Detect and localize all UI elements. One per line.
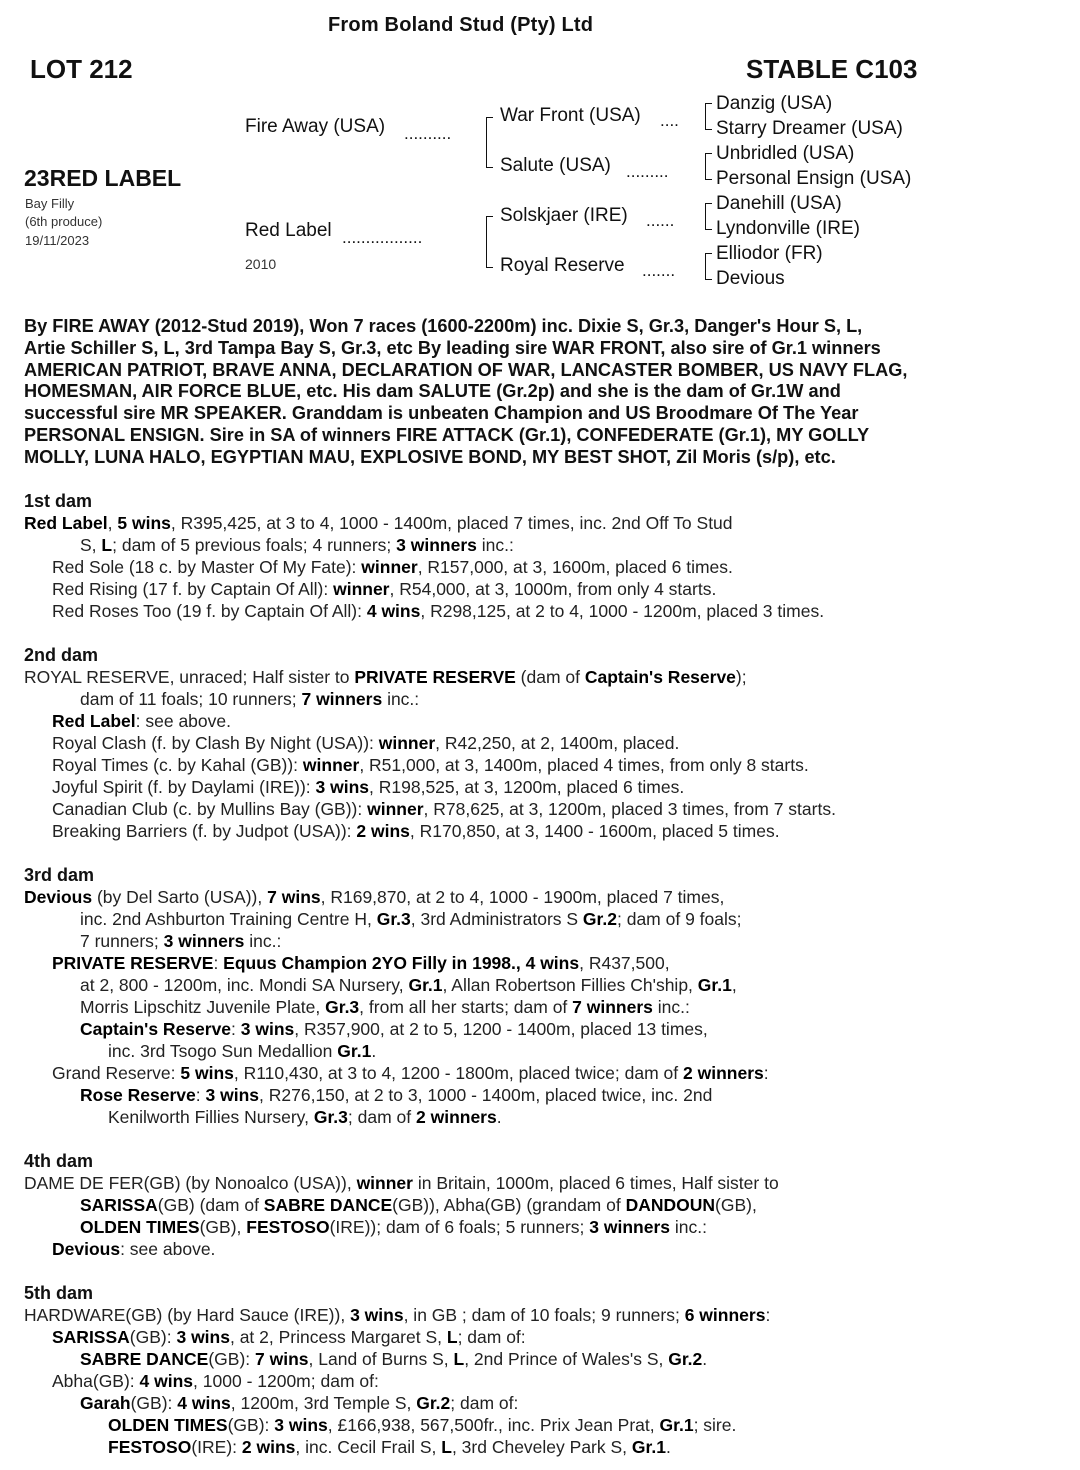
bold-run: 3 wins [350, 1305, 404, 1325]
dotted-leader: ................. [342, 228, 423, 247]
text-run: (GB): [208, 1349, 256, 1369]
text-run: in Britain, 1000m, placed 6 times, Half sister to [412, 1173, 779, 1193]
pedigree-line [24, 512, 733, 534]
bold-run: Gr.1 [408, 975, 443, 995]
bracket [705, 153, 712, 180]
horse-name: 23RED LABEL [24, 165, 182, 191]
text-run: (GB)), Abha(GB) (grandam of [392, 1195, 626, 1215]
bold-run: L [453, 1349, 465, 1369]
text-run: , [731, 975, 737, 995]
pedigree-line [80, 534, 514, 556]
bold-run: 7 winners [301, 689, 383, 709]
text-run: (by Del Sarto (USA)), [92, 887, 268, 907]
text-run: inc. 3rd Tsogo Sun Medallion [108, 1041, 338, 1061]
text-run: ; dam of: [457, 1327, 526, 1347]
bold-run: 7 wins [267, 887, 321, 907]
text-run: (GB): [130, 1393, 178, 1413]
bold-run: Gr.3 [376, 909, 411, 929]
text-run: . [371, 1041, 377, 1061]
bold-run: 3 wins [205, 1085, 260, 1105]
pedigree-line [52, 732, 679, 754]
sire-description-line: AMERICAN PATRIOT, BRAVE ANNA, DECLARATION OF WAR, LANCASTER BOMBER, US NAVY FLAG, [24, 359, 908, 380]
text-run: at 2, 800 - 1200m, inc. Mondi SA Nursery, [80, 975, 409, 995]
text-run: , Allan Robertson Fillies Ch'ship, [442, 975, 698, 995]
bold-run: 6 winners [684, 1305, 766, 1325]
pedigree-line [24, 886, 724, 908]
pedigree-line [80, 1216, 707, 1238]
sire-description-line: successful sire MR SPEAKER. Granddam is unbeaten Champion and US Broodmare Of The Year [24, 403, 859, 424]
bold-run: 3 winners [396, 535, 477, 555]
pedigree-line [80, 1392, 518, 1414]
section-title: 5th dam [24, 1283, 94, 1303]
bold-run: FESTOSO [246, 1217, 330, 1237]
bold-run: Gr.1 [659, 1415, 694, 1435]
text-run: : [213, 953, 224, 973]
bracket [705, 103, 712, 130]
bold-run: 3 wins [315, 777, 370, 797]
text-run: (GB), [199, 1217, 247, 1237]
pedigree-sire: Fire Away (USA) [245, 116, 386, 137]
pedigree-line [80, 688, 419, 710]
pedigree-line [80, 1194, 757, 1216]
horse-foaled-date: 19/11/2023 [25, 233, 90, 248]
bold-run: Gr.1 [697, 975, 732, 995]
pedigree-line [108, 1414, 736, 1436]
text-run: , Land of Burns S, [308, 1349, 454, 1369]
bold-run: 3 winners [589, 1217, 670, 1237]
text-run: Royal Times (c. by Kahal (GB)): [52, 755, 303, 775]
text-run: inc.: [382, 689, 420, 709]
bold-run: winner [367, 799, 424, 819]
text-run: , at 2, Princess Margaret S, [229, 1327, 447, 1347]
dotted-leader: .... [660, 111, 679, 130]
text-run: , R276,150, at 2 to 3, 1000 - 1400m, placed twice, inc. 2nd [259, 1085, 713, 1105]
horse-sex: Bay Filly [25, 196, 75, 211]
pedigree-dam-sire: Solskjaer (IRE) [500, 205, 628, 226]
pedigree-sire-dam: Salute (USA) [500, 155, 611, 176]
text-run: Joyful Spirit (f. by Daylami (IRE)): [52, 777, 316, 797]
text-run: (GB): [129, 1327, 177, 1347]
bold-run: 5 wins [117, 513, 171, 533]
bold-run: winner [378, 733, 436, 753]
text-run: Red Roses Too (19 f. by Captain Of All): [52, 601, 367, 621]
pedigree-dam: Red Label [245, 220, 332, 241]
bold-run: Rose Reserve [80, 1085, 196, 1105]
text-run: Red Sole (18 c. by Master Of My Fate): [52, 557, 362, 577]
text-run: , [107, 513, 118, 533]
text-run: , inc. Cecil Frail S, [295, 1437, 442, 1457]
text-run: ; dam of [347, 1107, 416, 1127]
dotted-leader: .......... [404, 124, 452, 143]
text-run: : [765, 1305, 771, 1325]
text-run: inc.: [652, 997, 690, 1017]
text-run: S, [80, 535, 102, 555]
consignor-heading: From Boland Stud (Pty) Ltd [328, 14, 594, 36]
bold-run: Gr.1 [631, 1437, 666, 1457]
text-run: ; dam of: [450, 1393, 519, 1413]
pedigree-line [24, 1304, 770, 1326]
pedigree-line [52, 776, 684, 798]
pedigree-line [52, 556, 733, 578]
text-run: ; sire. [693, 1415, 737, 1435]
pedigree-g3-8: Devious [716, 268, 785, 289]
bold-run: winner [361, 557, 418, 577]
text-run: , R357,900, at 2 to 5, 1200 - 1400m, placed 13 times, [294, 1019, 708, 1039]
bracket [486, 216, 493, 268]
text-run: : [763, 1063, 769, 1083]
pedigree-line [80, 1018, 708, 1040]
text-run: , R170,850, at 3, 1400 - 1600m, placed 5 times. [409, 821, 780, 841]
bold-run: L [441, 1437, 452, 1457]
text-run: : see above. [135, 711, 231, 731]
section-title: 1st dam [24, 491, 93, 511]
pedigree-dam-dam: Royal Reserve [500, 255, 625, 276]
bold-run: winner [356, 1173, 413, 1193]
pedigree-line [108, 1106, 502, 1128]
pedigree-line [24, 1172, 779, 1194]
dotted-leader: ....... [642, 261, 676, 280]
pedigree-g3-1: Danzig (USA) [716, 93, 833, 114]
pedigree-g3-7: Elliodor (FR) [716, 243, 823, 264]
text-run: ROYAL RESERVE, unraced; Half sister to [24, 667, 355, 687]
text-run: , 3rd Cheveley Park S, [451, 1437, 632, 1457]
pedigree-line [80, 974, 737, 996]
text-run: , R298,125, at 2 to 4, 1000 - 1200m, placed 3 times. [420, 601, 825, 621]
pedigree-line [52, 1326, 526, 1348]
bold-run: 5 wins [180, 1063, 234, 1083]
pedigree-line [80, 908, 742, 930]
bold-run: FESTOSO [108, 1437, 192, 1457]
sire-description-line: MOLLY, LUNA HALO, EGYPTIAN MAU, EXPLOSIVE BOND, MY BEST SHOT, Zil Moris (s/p), etc. [24, 446, 836, 467]
text-run: , R110,430, at 3 to 4, 1200 - 1800m, placed twice; dam of [233, 1063, 684, 1083]
text-run: Morris Lipschitz Juvenile Plate, [80, 997, 326, 1017]
pedigree-line [52, 600, 824, 622]
sire-description-line: HOMESMAN, AIR FORCE BLUE, etc. His dam SALUTE (Gr.2p) and she is the dam of Gr.1W and [24, 381, 841, 402]
bold-run: Red Label [52, 711, 136, 731]
text-run: . [496, 1107, 502, 1127]
pedigree-line [108, 1040, 376, 1062]
text-run: (dam of [515, 667, 585, 687]
pedigree-line [80, 930, 281, 952]
text-run: ); [735, 667, 747, 687]
bold-run: Equus Champion 2YO Filly in 1998., 4 wins [223, 953, 580, 973]
bold-run: Captain's Reserve [584, 667, 736, 687]
bold-run: DANDOUN [625, 1195, 716, 1215]
dotted-leader: ...... [646, 211, 675, 230]
text-run: , 2nd Prince of Wales's S, [464, 1349, 669, 1369]
bold-run: L [446, 1327, 458, 1347]
bold-run: 3 winners [163, 931, 245, 951]
bold-run: SABRE DANCE [263, 1195, 393, 1215]
pedigree-line [52, 952, 670, 974]
pedigree-line [80, 1084, 712, 1106]
text-run: : [195, 1085, 206, 1105]
sire-description-line: Artie Schiller S, L, 3rd Tampa Bay S, Gr.3, etc By leading sire WAR FRONT, also sire of Gr.1 winners [24, 337, 881, 358]
text-run: Breaking Barriers (f. by Judpot (USA)): [52, 821, 357, 841]
bold-run: 7 wins [255, 1349, 309, 1369]
bold-run: SABRE DANCE [80, 1349, 209, 1369]
pedigree-g3-6: Lyndonville (IRE) [716, 218, 860, 239]
bold-run: OLDEN TIMES [108, 1415, 228, 1435]
bold-run: Captain's Reserve [80, 1019, 232, 1039]
bold-run: SARISSA [80, 1195, 158, 1215]
section-title: 4th dam [24, 1151, 94, 1171]
pedigree-line [52, 1062, 769, 1084]
pedigree-sire-sire: War Front (USA) [500, 105, 641, 126]
bracket [705, 203, 712, 230]
bold-run: 2 winners [683, 1063, 764, 1083]
text-run: , R78,625, at 3, 1200m, placed 3 times, from 7 starts. [423, 799, 836, 819]
bold-run: Garah [80, 1393, 131, 1413]
bold-run: PRIVATE RESERVE [52, 953, 214, 973]
pedigree-g3-3: Unbridled (USA) [716, 143, 855, 164]
pedigree-line [52, 710, 231, 732]
text-run: , 3rd Administrators S [410, 909, 583, 929]
bold-run: winner [333, 579, 390, 599]
pedigree-line [108, 1436, 671, 1458]
bold-run: 4 wins [366, 601, 421, 621]
text-run: , R157,000, at 3, 1600m, placed 6 times. [417, 557, 733, 577]
pedigree-g3-5: Danehill (USA) [716, 193, 842, 214]
text-run: inc.: [670, 1217, 707, 1237]
text-run: inc.: [476, 535, 514, 555]
text-run: , R198,525, at 3, 1200m, placed 6 times. [369, 777, 685, 797]
pedigree-dam-year: 2010 [245, 256, 277, 272]
text-run: . [665, 1437, 671, 1457]
section-title: 3rd dam [24, 865, 95, 885]
text-run: , R437,500, [579, 953, 670, 973]
text-run: . [702, 1349, 708, 1369]
bold-run: winner [302, 755, 360, 775]
pedigree-g3-4: Personal Ensign (USA) [716, 168, 912, 189]
sire-description-line: By FIRE AWAY (2012-Stud 2019), Won 7 races (1600-2200m) inc. Dixie S, Gr.3, Danger's Hour S, L, [24, 316, 863, 336]
bold-run: 4 wins [139, 1371, 194, 1391]
text-run: (GB), [715, 1195, 757, 1215]
pedigree-line [24, 666, 747, 688]
text-run: inc. 2nd Ashburton Training Centre H, [80, 909, 377, 929]
sire-description-line: PERSONAL ENSIGN. Sire in SA of winners FIRE ATTACK (Gr.1), CONFEDERATE (Gr.1), MY GOLLY [24, 424, 870, 445]
text-run: ; dam of 9 foals; [616, 909, 742, 929]
bold-run: 3 wins [240, 1019, 295, 1039]
bold-run: Gr.2 [668, 1349, 703, 1369]
text-run: Canadian Club (c. by Mullins Bay (GB)): [52, 799, 368, 819]
bold-run: Gr.3 [313, 1107, 348, 1127]
text-run: , from all her starts; dam of [359, 997, 573, 1017]
text-run: Abha(GB): [52, 1371, 140, 1391]
bold-run: Gr.3 [325, 997, 360, 1017]
text-run: , R54,000, at 3, 1000m, from only 4 starts. [389, 579, 717, 599]
dotted-leader: ......... [626, 162, 669, 181]
bracket [705, 253, 712, 280]
text-run: (IRE): [191, 1437, 242, 1457]
text-run: , R395,425, at 3 to 4, 1000 - 1400m, placed 7 times, inc. 2nd Off To Stud [170, 513, 733, 533]
bold-run: 7 winners [572, 997, 653, 1017]
pedigree-line [80, 1348, 707, 1370]
bold-run: Devious [24, 887, 93, 907]
text-run: : [231, 1019, 241, 1039]
text-run: Kenilworth Fillies Nursery, [108, 1107, 314, 1127]
bold-run: L [101, 535, 113, 555]
text-run: dam of 11 foals; 10 runners; [80, 689, 302, 709]
pedigree-line [52, 754, 809, 776]
pedigree-line [52, 1238, 215, 1260]
text-run: 7 runners; [80, 931, 164, 951]
text-run: (GB): [227, 1415, 275, 1435]
bold-run: OLDEN TIMES [80, 1217, 200, 1237]
text-run: , R51,000, at 3, 1400m, placed 4 times, from only 8 starts. [359, 755, 809, 775]
section-title: 2nd dam [24, 645, 99, 665]
text-run: , R169,870, at 2 to 4, 1000 - 1900m, placed 7 times, [320, 887, 725, 907]
text-run: Royal Clash (f. by Clash By Night (USA)): [52, 733, 379, 753]
text-run: , 1000 - 1200m; dam of: [193, 1371, 379, 1391]
lot-number: LOT 212 [30, 54, 133, 84]
pedigree-g3-2: Starry Dreamer (USA) [716, 118, 903, 139]
bold-run: 2 wins [241, 1437, 296, 1457]
text-run: DAME DE FER(GB) (by Nonoalco (USA)), [24, 1173, 357, 1193]
bold-run: PRIVATE RESERVE [354, 667, 516, 687]
bold-run: Red Label [24, 513, 108, 533]
bold-run: 2 wins [356, 821, 410, 841]
bold-run: 4 wins [177, 1393, 231, 1413]
text-run: (IRE)); dam of 6 foals; 5 runners; [329, 1217, 590, 1237]
bold-run: Gr.1 [337, 1041, 372, 1061]
bold-run: 3 wins [274, 1415, 328, 1435]
stable-number: STABLE C103 [746, 54, 918, 84]
pedigree-line [52, 798, 836, 820]
bold-run: 3 wins [176, 1327, 230, 1347]
text-run: , 1200m, 3rd Temple S, [230, 1393, 417, 1413]
text-run: , R42,250, at 2, 1400m, placed. [435, 733, 680, 753]
pedigree-line [52, 1370, 379, 1392]
text-run: , £166,938, 567,500fr., inc. Prix Jean Prat, [327, 1415, 660, 1435]
text-run: HARDWARE(GB) (by Hard Sauce (IRE)), [24, 1305, 351, 1325]
text-run: : see above. [120, 1239, 216, 1259]
text-run: Grand Reserve: [52, 1063, 181, 1083]
pedigree-line [80, 996, 690, 1018]
bold-run: SARISSA [52, 1327, 130, 1347]
text-run: inc.: [244, 931, 282, 951]
horse-produce: (6th produce) [25, 214, 103, 229]
pedigree-line [52, 820, 780, 842]
text-run: ; dam of 5 previous foals; 4 runners; [112, 535, 397, 555]
text-run: , in GB ; dam of 10 foals; 9 runners; [403, 1305, 685, 1325]
bold-run: 2 winners [416, 1107, 497, 1127]
text-run: Red Rising (17 f. by Captain Of All): [52, 579, 334, 599]
pedigree-line [52, 578, 716, 600]
bold-run: Gr.2 [416, 1393, 451, 1413]
sire-description [24, 316, 1074, 469]
bold-run: Gr.2 [582, 909, 617, 929]
bold-run: Devious [52, 1239, 121, 1259]
text-run: (GB) (dam of [157, 1195, 264, 1215]
bracket [486, 117, 493, 168]
